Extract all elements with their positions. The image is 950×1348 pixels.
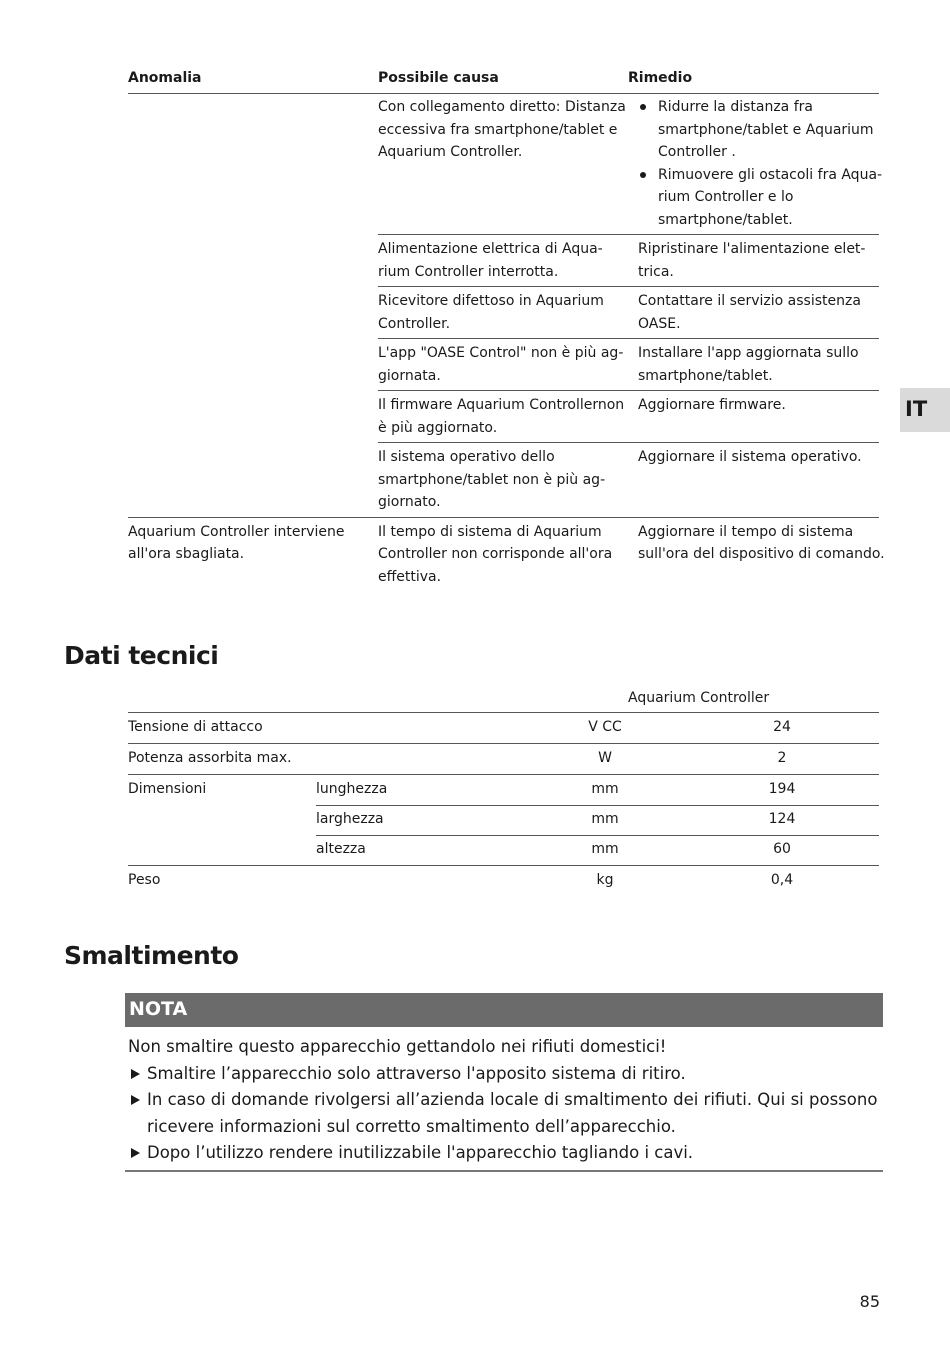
tech-value: 0,4 [770,872,794,888]
remedy-bullet: Ridurre la distanza fra smartphone/tablet e Aquarium Controller . [638,96,889,164]
note-list-item: Dopo l’utilizzo rendere inutilizzabile l'apparecchio tagliando i cavi. [128,1140,880,1167]
header-anomalia: Anomalia [128,70,202,86]
tech-value: 194 [768,781,796,797]
tech-sublabel: lunghezza [316,781,388,797]
remedy-cell: Aggiornare il sistema operativo. [638,449,862,465]
table-row [378,338,879,390]
tech-label: Potenza assorbita max. [128,750,292,766]
page-number: 85 [859,1292,880,1311]
tech-value: 2 [777,750,787,766]
anomaly-cell: Aquarium Controller interviene all'ora sbagliata. [128,523,345,562]
tech-sublabel: altezza [316,841,366,857]
cause-cell: Con collegamento diretto: Distanza eccessiva fra smartphone/tablet e Aquarium Controller. [378,99,626,160]
tech-data-table [128,686,879,896]
remedy-bullets [638,96,889,231]
tech-label: Peso [128,872,161,888]
note-list-item: Smaltire l’apparecchio solo attraverso l'apposito sistema di ritiro. [128,1061,880,1088]
language-code: IT [905,397,928,421]
table-row [378,442,879,517]
header-causa: Possibile causa [378,70,499,86]
troubleshooting-table [128,68,885,591]
tech-label: Dimensioni [128,781,207,797]
product-name: Aquarium Controller [628,690,770,706]
tech-value: 124 [768,811,796,827]
remedy-cell [638,96,899,231]
table-row [378,94,883,234]
tech-row [128,835,879,866]
tech-label: Tensione di attacco [128,719,263,735]
note-label: NOTA [129,998,188,1020]
cause-cell: Il firmware Aquarium Controllernon è più aggiornato. [378,397,625,436]
language-tab [900,388,950,432]
tech-unit: kg [596,872,614,888]
note-intro: Non smaltire questo apparecchio gettandolo nei rifiuti domestici! [128,1037,667,1056]
cause-cell: Il sistema operativo dello smartphone/tablet non è più aggiornato. [378,449,606,510]
tech-row [128,775,879,805]
remedy-cell: Contattare il servizio assistenza OASE. [638,293,861,332]
table-row [378,286,879,338]
table-row [378,390,879,442]
header-rimedio: Rimedio [628,70,693,86]
note-bottom-rule [125,1170,883,1172]
cause-cell: Alimentazione elettrica di Aquarium Controller interrotta. [378,241,603,280]
tech-unit: V CC [588,719,622,735]
remedy-bullet: Rimuovere gli ostacoli fra Aquarium Controller e lo smartphone/tablet. [638,164,889,232]
table-row [378,234,879,286]
tech-sublabel: larghezza [316,811,384,827]
tech-row [128,744,879,775]
tech-value: 24 [773,719,791,735]
note-body [128,1034,880,1167]
remedy-cell: Ripristinare l'alimentazione elettrica. [638,241,866,280]
tech-unit: W [598,750,612,766]
tech-unit: mm [591,841,619,857]
note-list-item: In caso di domande rivolgersi all’azienda locale di smaltimento dei rifiuti. Qui si possono ricevere informazioni sul corretto smaltimento dell’apparecchio. [128,1087,880,1140]
table-row-group [128,518,885,592]
cause-remedy-list [378,94,883,517]
table-header [128,68,879,94]
tech-section-title: Dati tecnici [64,641,219,670]
table-row-group [128,94,883,518]
tech-value: 60 [773,841,791,857]
tech-row [128,713,879,744]
cause-remedy-list [378,518,885,592]
disposal-section-title: Smaltimento [64,941,239,970]
note-header-bar [125,993,883,1027]
anomaly-cell [128,94,378,517]
tech-row [128,866,879,896]
remedy-cell: Aggiornare firmware. [638,397,786,413]
cause-cell: Il tempo di sistema di Aquarium Controller non corrisponde all'ora effettiva. [378,523,613,585]
table-row [378,518,885,592]
tech-table-header [128,686,879,713]
tech-unit: mm [591,811,619,827]
remedy-cell: Aggiornare il tempo di sistema sull'ora del dispositivo di comando. [638,523,885,562]
cause-cell: L'app "OASE Control" non è più aggiornata. [378,345,624,384]
cause-cell: Ricevitore difettoso in Aquarium Controller. [378,293,604,332]
tech-unit: mm [591,781,619,797]
remedy-cell: Installare l'app aggiornata sullo smartphone/tablet. [638,345,859,384]
tech-row [128,805,879,835]
